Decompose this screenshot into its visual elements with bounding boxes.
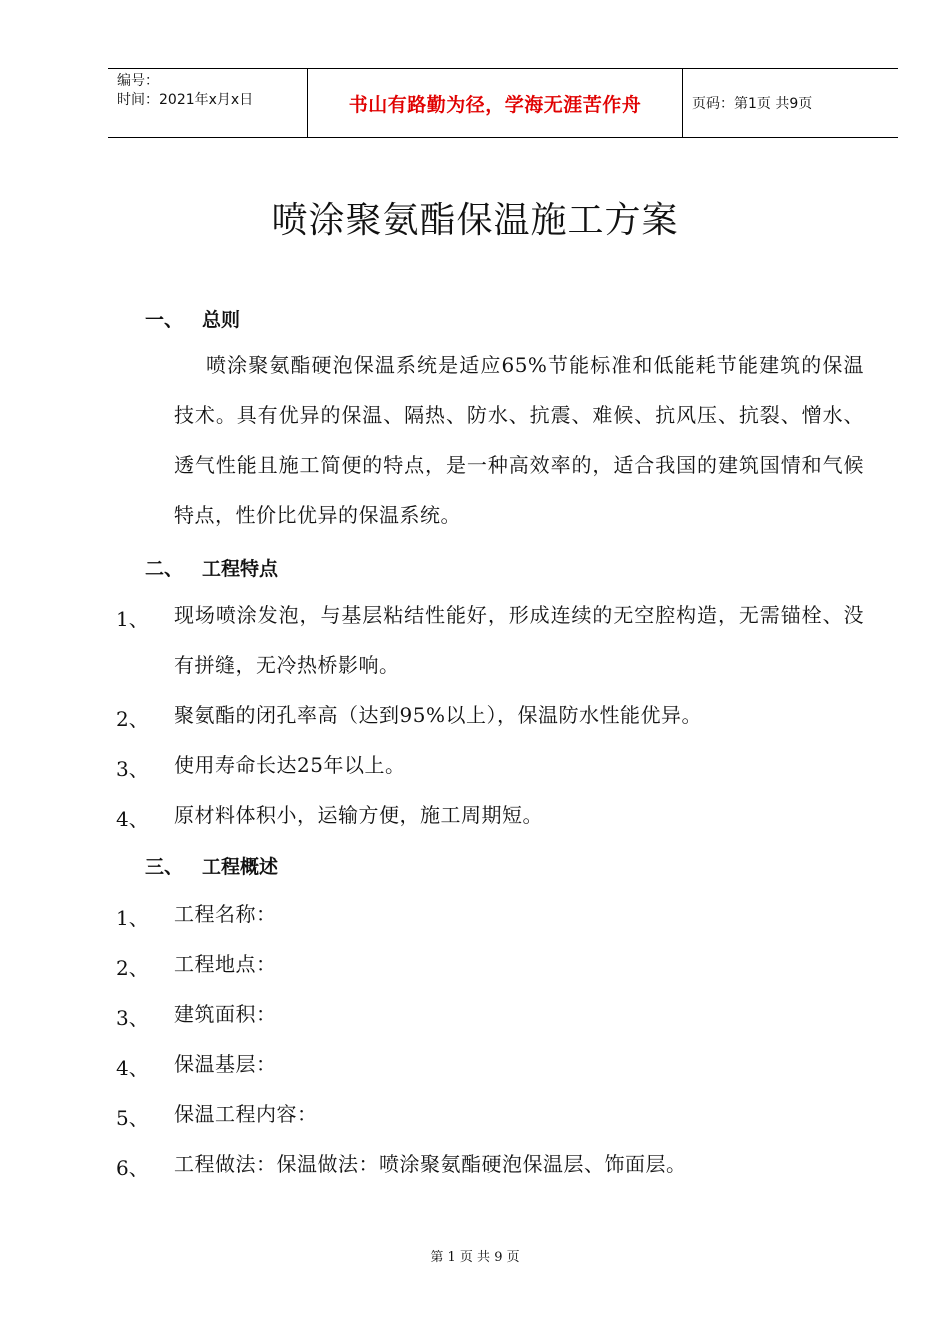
list-number: 1、: [116, 906, 149, 930]
header-page-code: 页码：第1页 共9页: [692, 96, 813, 112]
list-text: 工程名称：: [174, 902, 277, 926]
list-text: 现场喷涂发泡，与基层粘结性能好，形成连续的无空腔构造，无需锚栓、没有拼缝，无冷热桥影响。: [174, 603, 864, 677]
serial-label: 编号：: [117, 73, 159, 89]
time-label: 时间：2021年x月x日: [117, 92, 254, 108]
list-text: 保温工程内容：: [174, 1102, 318, 1126]
list-number: 1、: [116, 607, 149, 631]
section-title: 总则: [202, 309, 241, 331]
list-text: 聚氨酯的闭孔率高（达到95%以上），保温防水性能优异。: [174, 703, 702, 727]
list-number: 4、: [116, 807, 149, 831]
list-text: 保温基层：: [174, 1052, 277, 1076]
list-number: 5、: [116, 1106, 149, 1130]
list-number: 3、: [116, 757, 149, 781]
list-text: 使用寿命长达25年以上。: [174, 753, 406, 777]
section-number: 二、: [145, 558, 184, 580]
list-number: 3、: [116, 1006, 149, 1030]
header-info: [108, 69, 308, 137]
list-number: 4、: [116, 1056, 149, 1080]
header-motto: 书山有路勤为径，学海无涯苦作舟: [308, 69, 683, 137]
page-header: [108, 68, 898, 138]
section-heading-2: [145, 554, 278, 581]
list-text: 建筑面积：: [174, 1002, 277, 1026]
section-heading-3: [145, 852, 278, 879]
list-text: 工程做法：保温做法：喷涂聚氨酯硬泡保温层、饰面层。: [174, 1152, 687, 1176]
page-footer: 第 1 页 共 9 页: [430, 1250, 520, 1265]
list-number: 6、: [116, 1156, 149, 1180]
section-number: 一、: [145, 309, 184, 331]
document-title: 喷涂聚氨酯保温施工方案: [271, 200, 679, 241]
section-title: 工程特点: [202, 558, 279, 580]
list-text: 原材料体积小，运输方便，施工周期短。: [174, 803, 543, 827]
section-heading-1: [145, 305, 240, 332]
list-number: 2、: [116, 707, 149, 731]
section-title: 工程概述: [202, 856, 279, 878]
section-number: 三、: [145, 856, 184, 878]
list-number: 2、: [116, 956, 149, 980]
list-text: 工程地点：: [174, 952, 277, 976]
section-paragraph: 喷涂聚氨酯硬泡保温系统是适应65%节能标准和低能耗节能建筑的保温技术。具有优异的保温、隔热、防水、抗震、难候、抗风压、抗裂、憎水、透气性能且施工简便的特点，是一种高效率的，适合我国的建筑国情和气候特点，性价比优异的保温系统。: [174, 353, 864, 527]
